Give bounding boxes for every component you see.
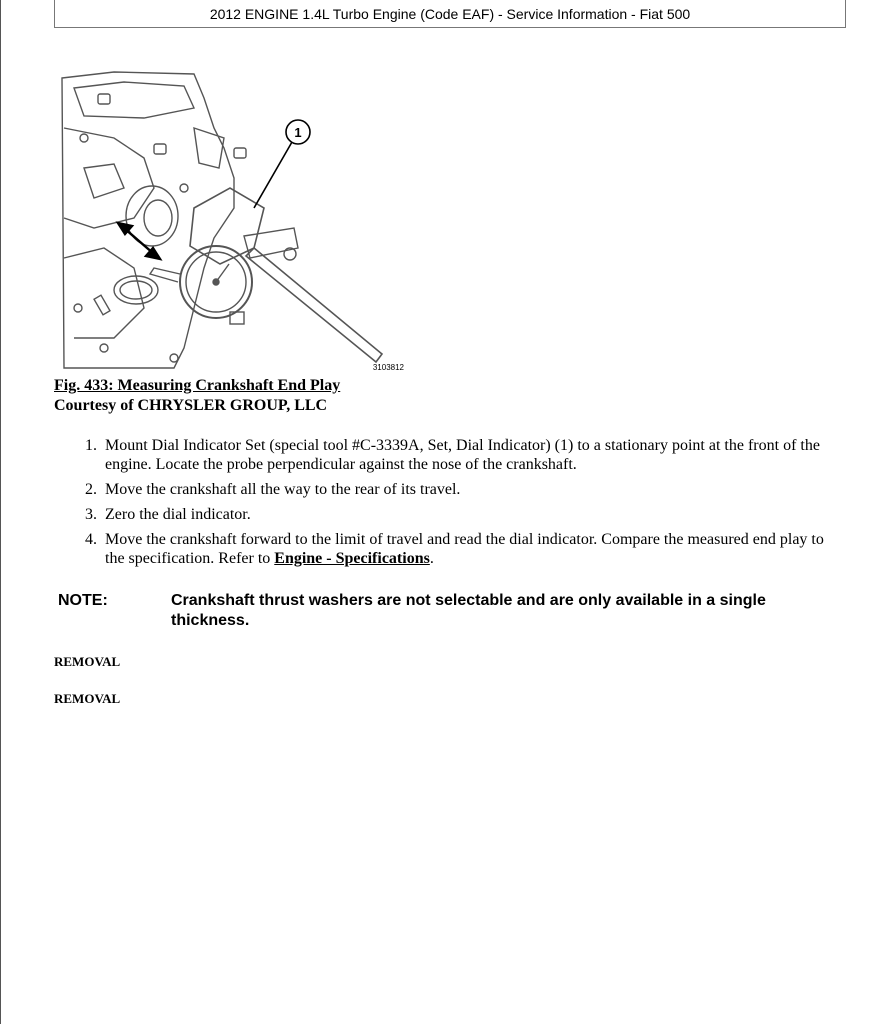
step-number: 1.: [85, 437, 97, 454]
step-number: 4.: [85, 531, 97, 548]
engine-specifications-link[interactable]: Engine - Specifications: [274, 550, 430, 567]
dial-probe: [150, 268, 180, 282]
note-block: [58, 591, 848, 631]
note-text: Crankshaft thrust washers are not selectable and are only available in a single thickness.: [171, 592, 766, 629]
figure-caption[interactable]: Fig. 433: Measuring Crankshaft End Play: [54, 377, 341, 394]
dowel-pin: [94, 295, 110, 315]
engine-block-rib: [64, 128, 154, 228]
step-text: Mount Dial Indicator Set (special tool #C-3339A, Set, Dial Indicator) (1) to a stationary point at the front of the engine. Locate the probe perpendicular against the nose of the crankshaft.: [105, 437, 820, 473]
bolt-head: [234, 148, 246, 158]
bolt-head: [98, 94, 110, 104]
step-text: Zero the dial indicator.: [105, 506, 251, 523]
step-text: Move the crankshaft all the way to the rear of its travel.: [105, 481, 461, 498]
section-heading-removal: REMOVAL: [54, 654, 121, 669]
list-item: [54, 480, 844, 499]
bolt-head: [154, 144, 166, 154]
bolt-hole: [80, 134, 88, 142]
dial-needle: [216, 264, 229, 282]
figure-credit: Courtesy of CHRYSLER GROUP, LLC: [54, 397, 328, 414]
crankshaft-nose: [144, 200, 172, 236]
step-text: Move the crankshaft forward to the limit of travel and read the dial indicator. Compare the measured end play to the specification. Refer to Engine - Specifications.: [105, 531, 824, 567]
step-number: 3.: [85, 506, 97, 523]
engine-block-detail: [194, 128, 224, 168]
bolt-hole: [180, 184, 188, 192]
document-header: [54, 0, 846, 28]
list-item: [54, 436, 844, 474]
page-left-border: [0, 0, 1, 1024]
bolt-hole: [170, 354, 178, 362]
list-item: [54, 505, 844, 524]
step-number: 2.: [85, 481, 97, 498]
callout-leader: [254, 142, 292, 208]
engine-block-top: [74, 82, 194, 118]
note-label: NOTE:: [58, 592, 108, 609]
mounting-block: [190, 188, 264, 264]
header-title: 2012 ENGINE 1.4L Turbo Engine (Code EAF) - Service Information - Fiat 500: [209, 5, 691, 22]
section-heading-removal: REMOVAL: [54, 691, 121, 706]
list-item: [54, 530, 844, 568]
engine-block-lower: [64, 248, 144, 338]
bolt-hole: [100, 344, 108, 352]
callout-number: 1: [294, 125, 302, 140]
crankshaft-seal-inner: [120, 281, 152, 299]
bolt-hole: [74, 304, 82, 312]
mounting-rod: [246, 248, 382, 362]
movement-arrow-icon: [118, 223, 160, 259]
procedure-steps: [54, 436, 844, 574]
engine-block-detail: [84, 164, 124, 198]
figure-id-label: 3103812: [372, 363, 404, 372]
mounting-clamp: [244, 228, 298, 258]
engine-illustration: [54, 68, 414, 376]
